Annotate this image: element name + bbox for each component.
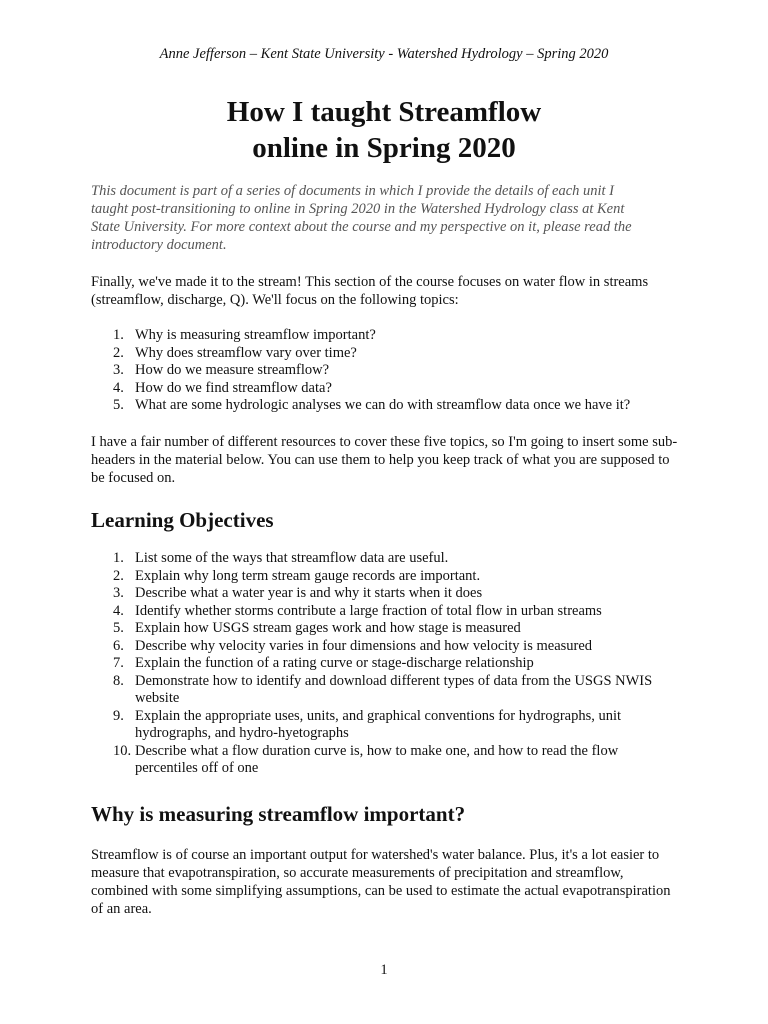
list-number: 1.: [113, 550, 124, 566]
list-text: Why does streamflow vary over time?: [135, 344, 357, 361]
list-item: [91, 655, 681, 673]
objectives-list: [91, 550, 681, 778]
learning-objectives-heading: Learning Objectives: [91, 508, 274, 532]
list-text: Describe what a flow duration curve is, how to make one, and how to read the flow percentiles off of one: [135, 742, 619, 776]
list-item: [91, 345, 681, 363]
list-number: 4.: [113, 602, 124, 619]
list-number: 1.: [113, 327, 124, 343]
intro-paragraph: Finally, we've made it to the stream! This section of the course focuses on water flow in streams (streamflow, discharge, Q). We'll focus on the following topics:: [91, 274, 649, 308]
resources-paragraph: I have a fair number of different resources to cover these five topics, so I'm going to insert some sub-headers in the material below. You can use them to help you keep track of what you are supposed to be focused on.: [91, 434, 678, 486]
list-item: [91, 585, 681, 603]
list-item: [91, 397, 681, 415]
list-text: What are some hydrologic analyses we can do with streamflow data once we have it?: [135, 397, 631, 413]
list-item: [91, 603, 681, 621]
list-text: Explain the function of a rating curve or stage-discharge relationship: [135, 655, 534, 671]
list-text: How do we measure streamflow?: [135, 362, 330, 378]
list-number: 5.: [113, 620, 124, 636]
section-heading: Why is measuring streamflow important?: [91, 802, 466, 826]
list-number: 3.: [113, 585, 124, 601]
list-number: 8.: [113, 672, 124, 689]
list-text: List some of the ways that streamflow data are useful.: [135, 550, 449, 566]
list-text: Describe why velocity varies in four dimensions and how velocity is measured: [135, 637, 593, 654]
list-item: [91, 620, 681, 638]
streamflow-paragraph: Streamflow is of course an important output for watershed's water balance. Plus, it's a lot easier to measure that evapotranspiration, so accurate measurements of precipitation and streamflow, combined with some simplifying assumptions, can be used to estimate the actual evapotranspiration of an area.: [91, 847, 671, 917]
document-title: [0, 94, 768, 166]
list-text: Demonstrate how to identify and download different types of data from the USGS NWIS website: [135, 672, 653, 706]
list-item: [91, 327, 681, 345]
page-number: 1: [380, 962, 388, 978]
list-number: 9.: [113, 707, 124, 724]
intro-note: This document is part of a series of documents in which I provide the details of each unit I taught post-transitioning to online in Spring 2020 in the Watershed Hydrology class at Kent State University. For more context about the course and my perspective on it, please read the introductory document.: [91, 183, 632, 253]
title-line-1: How I taught Streamflow: [226, 96, 542, 128]
list-number: 6.: [113, 637, 124, 654]
list-item: [91, 638, 681, 656]
list-text: Identify whether storms contribute a large fraction of total flow in urban streams: [135, 602, 602, 619]
running-header: Anne Jefferson – Kent State University - Watershed Hydrology – Spring 2020: [159, 46, 609, 62]
list-text: Describe what a water year is and why it starts when it does: [135, 585, 483, 601]
list-number: 10.: [113, 742, 132, 759]
list-text: Why is measuring streamflow important?: [135, 327, 376, 343]
list-item: [91, 743, 681, 778]
list-number: 7.: [113, 655, 124, 671]
list-number: 4.: [113, 379, 124, 396]
list-item: [91, 380, 681, 398]
title-line-2: online in Spring 2020: [252, 132, 516, 164]
list-text: Explain how USGS stream gages work and how stage is measured: [135, 620, 521, 636]
list-item: [91, 362, 681, 380]
list-item: [91, 550, 681, 568]
list-text: Explain the appropriate uses, units, and graphical conventions for hydrographs, unit hydrographs, and hydro-hyetographs: [135, 707, 622, 741]
list-item: [91, 568, 681, 586]
list-item: [91, 673, 681, 708]
list-number: 2.: [113, 567, 124, 584]
list-number: 3.: [113, 362, 124, 378]
list-number: 2.: [113, 344, 124, 361]
list-item: [91, 708, 681, 743]
list-text: Explain why long term stream gauge records are important.: [135, 567, 481, 584]
topics-list: [91, 327, 681, 415]
list-number: 5.: [113, 397, 124, 413]
list-text: How do we find streamflow data?: [135, 379, 332, 396]
